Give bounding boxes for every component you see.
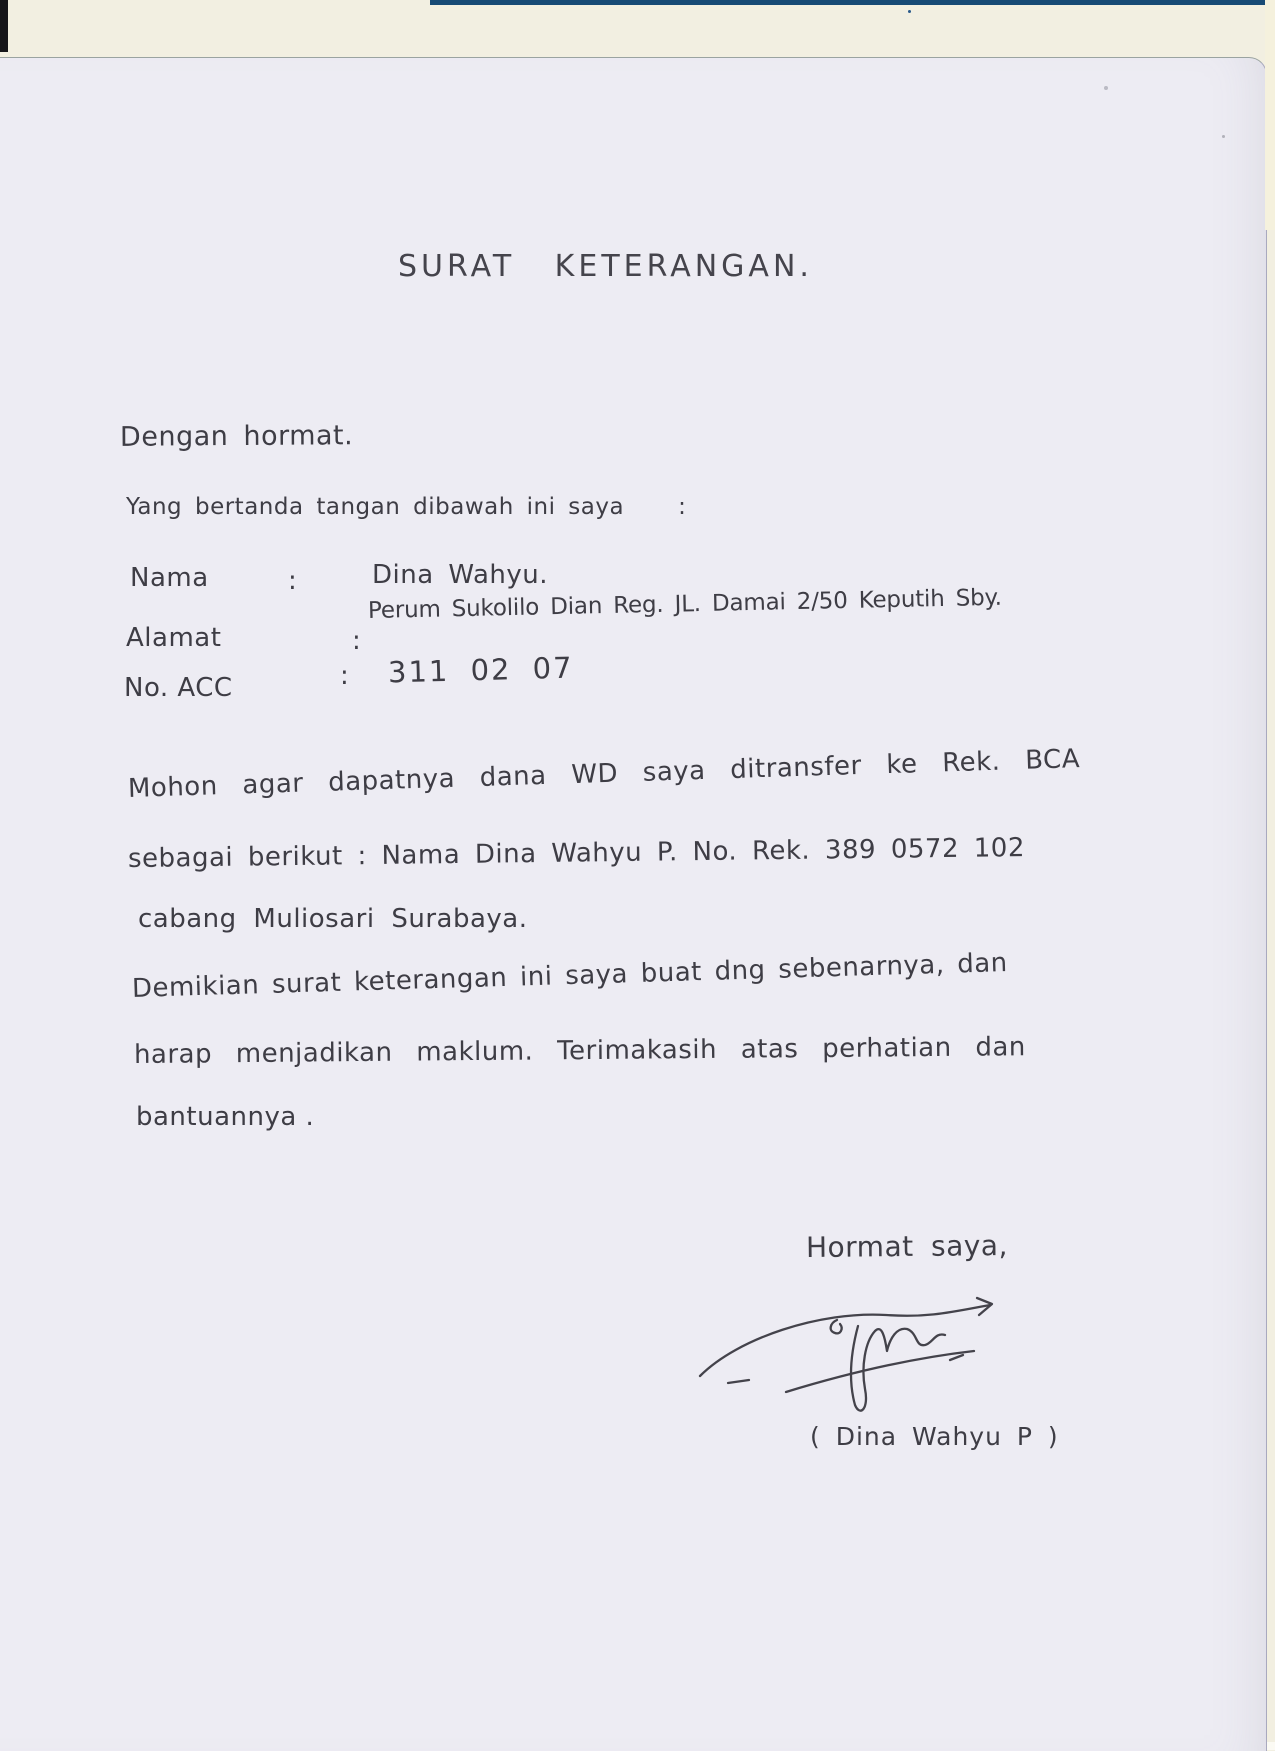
scan-speck	[908, 10, 911, 13]
letter-title: SURAT KETERANGAN.	[398, 249, 813, 284]
field-label-alamat: Alamat	[126, 623, 222, 653]
scan-speck	[1104, 86, 1108, 90]
salutation: Dengan hormat.	[119, 420, 354, 453]
letter-paper	[0, 57, 1267, 1751]
field-colon-no-acc: :	[340, 661, 349, 691]
field-colon-nama: :	[288, 566, 297, 596]
request-paragraph-line-2: sebagai berikut : Nama Dina Wahyu P. No. Rek. 389 0572 102	[127, 833, 1026, 874]
signature-letters	[851, 1326, 945, 1411]
intro-colon: :	[678, 494, 687, 520]
signature-tick	[950, 1355, 963, 1360]
field-value-alamat: Perum Sukolilo Dian Reg. JL. Damai 2/50 Keputih Sby.	[367, 584, 1002, 624]
signature-dot-loop	[831, 1320, 842, 1333]
signature	[688, 1294, 1028, 1424]
intro-line	[126, 494, 686, 520]
scan-edge-blue	[430, 0, 1275, 5]
scan-speck	[1222, 135, 1225, 138]
field-label-no-acc: No. ACC	[124, 673, 233, 703]
signoff-text: Hormat saya,	[805, 1228, 1009, 1265]
field-colon-alamat: :	[352, 626, 361, 656]
request-paragraph-line-1: Mohon agar dapatnya dana WD saya ditransfer ke Rek. BCA	[127, 744, 1081, 804]
signature-dash	[728, 1380, 749, 1383]
closing-paragraph-line-2: harap menjadikan maklum. Terimakasih atas perhatian dan	[133, 1032, 1026, 1070]
field-value-no-acc: 311 02 07	[387, 650, 575, 690]
signature-underline	[786, 1351, 974, 1392]
signature-name: ( Dina Wahyu P )	[810, 1422, 1059, 1451]
request-paragraph-line-3: cabang Muliosari Surabaya.	[138, 904, 528, 934]
closing-paragraph-line-1: Demikian surat keterangan ini saya buat dng sebenarnya, dan	[131, 948, 1009, 1004]
intro-text: Yang bertanda tangan dibawah ini saya	[126, 494, 625, 520]
field-label-nama: Nama	[130, 563, 209, 593]
signature-swoop	[700, 1305, 990, 1376]
field-value-nama: Dina Wahyu.	[372, 560, 549, 590]
closing-paragraph-line-3: bantuannya .	[136, 1102, 315, 1132]
scan-edge-dark	[0, 0, 8, 52]
scan-edge-right	[1265, 0, 1275, 230]
